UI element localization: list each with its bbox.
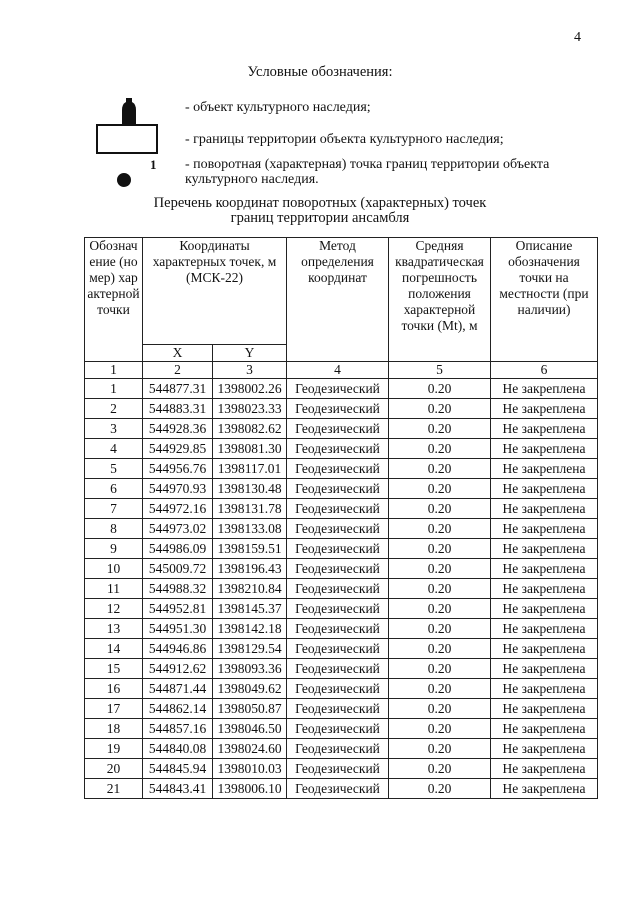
header-y: Y bbox=[213, 345, 287, 362]
y-cell: 1398133.08 bbox=[213, 519, 287, 539]
boundary-rect-icon bbox=[96, 124, 158, 154]
y-cell: 1398082.62 bbox=[213, 419, 287, 439]
point-icon bbox=[117, 173, 131, 187]
point-number-cell: 16 bbox=[85, 679, 143, 699]
error-cell: 0.20 bbox=[389, 559, 491, 579]
y-cell: 1398081.30 bbox=[213, 439, 287, 459]
column-number: 4 bbox=[287, 362, 389, 379]
x-cell: 544928.36 bbox=[143, 419, 213, 439]
error-cell: 0.20 bbox=[389, 479, 491, 499]
error-cell: 0.20 bbox=[389, 699, 491, 719]
point-number-cell: 10 bbox=[85, 559, 143, 579]
description-cell: Не закреплена bbox=[491, 679, 598, 699]
error-cell: 0.20 bbox=[389, 599, 491, 619]
table-row bbox=[85, 699, 598, 719]
table-row bbox=[85, 519, 598, 539]
description-cell: Не закреплена bbox=[491, 739, 598, 759]
y-cell: 1398129.54 bbox=[213, 639, 287, 659]
error-cell: 0.20 bbox=[389, 539, 491, 559]
point-number-cell: 2 bbox=[85, 399, 143, 419]
method-cell: Геодезический bbox=[287, 519, 389, 539]
point-number-cell: 5 bbox=[85, 459, 143, 479]
error-cell: 0.20 bbox=[389, 679, 491, 699]
error-cell: 0.20 bbox=[389, 439, 491, 459]
table-row bbox=[85, 719, 598, 739]
error-cell: 0.20 bbox=[389, 659, 491, 679]
description-cell: Не закреплена bbox=[491, 599, 598, 619]
coordinates-table bbox=[84, 237, 598, 799]
y-cell: 1398023.33 bbox=[213, 399, 287, 419]
description-cell: Не закреплена bbox=[491, 439, 598, 459]
legend-item-monument: - объект культурного наследия; bbox=[185, 100, 371, 115]
description-cell: Не закреплена bbox=[491, 499, 598, 519]
x-cell: 544970.93 bbox=[143, 479, 213, 499]
method-cell: Геодезический bbox=[287, 719, 389, 739]
point-number-cell: 18 bbox=[85, 719, 143, 739]
y-cell: 1398046.50 bbox=[213, 719, 287, 739]
description-cell: Не закреплена bbox=[491, 399, 598, 419]
description-cell: Не закреплена bbox=[491, 459, 598, 479]
description-cell: Не закреплена bbox=[491, 539, 598, 559]
point-number-cell: 11 bbox=[85, 579, 143, 599]
description-cell: Не закреплена bbox=[491, 659, 598, 679]
method-cell: Геодезический bbox=[287, 559, 389, 579]
legend-title: Условные обозначения: bbox=[247, 64, 393, 80]
x-cell: 544988.32 bbox=[143, 579, 213, 599]
table-row bbox=[85, 499, 598, 519]
x-cell: 544951.30 bbox=[143, 619, 213, 639]
table-row bbox=[85, 779, 598, 799]
point-number-cell: 1 bbox=[85, 379, 143, 399]
error-cell: 0.20 bbox=[389, 519, 491, 539]
column-number: 1 bbox=[85, 362, 143, 379]
error-cell: 0.20 bbox=[389, 759, 491, 779]
description-cell: Не закреплена bbox=[491, 719, 598, 739]
point-label: 1 bbox=[150, 157, 157, 172]
y-cell: 1398024.60 bbox=[213, 739, 287, 759]
table-row bbox=[85, 559, 598, 579]
y-cell: 1398131.78 bbox=[213, 499, 287, 519]
table-row bbox=[85, 619, 598, 639]
x-cell: 544843.41 bbox=[143, 779, 213, 799]
list-title-line-1: Перечень координат поворотных (характерных) точек bbox=[153, 195, 487, 211]
x-cell: 544929.85 bbox=[143, 439, 213, 459]
method-cell: Геодезический bbox=[287, 399, 389, 419]
description-cell: Не закреплена bbox=[491, 559, 598, 579]
x-cell: 544986.09 bbox=[143, 539, 213, 559]
description-cell: Не закреплена bbox=[491, 479, 598, 499]
y-cell: 1398210.84 bbox=[213, 579, 287, 599]
error-cell: 0.20 bbox=[389, 399, 491, 419]
error-cell: 0.20 bbox=[389, 639, 491, 659]
method-cell: Геодезический bbox=[287, 579, 389, 599]
x-cell: 544972.16 bbox=[143, 499, 213, 519]
method-cell: Геодезический bbox=[287, 379, 389, 399]
column-number: 2 bbox=[143, 362, 213, 379]
point-number-cell: 9 bbox=[85, 539, 143, 559]
x-cell: 544857.16 bbox=[143, 719, 213, 739]
error-cell: 0.20 bbox=[389, 579, 491, 599]
y-cell: 1398159.51 bbox=[213, 539, 287, 559]
table-row bbox=[85, 479, 598, 499]
table-row bbox=[85, 599, 598, 619]
y-cell: 1398130.48 bbox=[213, 479, 287, 499]
header-method: Метод определения координат bbox=[287, 238, 389, 362]
point-number-cell: 13 bbox=[85, 619, 143, 639]
table-row bbox=[85, 439, 598, 459]
point-number-cell: 12 bbox=[85, 599, 143, 619]
y-cell: 1398006.10 bbox=[213, 779, 287, 799]
header-x: X bbox=[143, 345, 213, 362]
header-num: Обозначение (номер) характерной точки bbox=[85, 238, 143, 362]
point-number-cell: 3 bbox=[85, 419, 143, 439]
point-number-cell: 7 bbox=[85, 499, 143, 519]
method-cell: Геодезический bbox=[287, 639, 389, 659]
point-number-cell: 6 bbox=[85, 479, 143, 499]
column-number: 6 bbox=[491, 362, 598, 379]
point-number-cell: 8 bbox=[85, 519, 143, 539]
table-row bbox=[85, 419, 598, 439]
method-cell: Геодезический bbox=[287, 419, 389, 439]
header-desc: Описание обозначения точки на местности (при наличии) bbox=[491, 238, 598, 362]
table-row bbox=[85, 459, 598, 479]
table-row bbox=[85, 579, 598, 599]
method-cell: Геодезический bbox=[287, 779, 389, 799]
table-body bbox=[85, 379, 598, 799]
method-cell: Геодезический bbox=[287, 619, 389, 639]
x-cell: 544877.31 bbox=[143, 379, 213, 399]
method-cell: Геодезический bbox=[287, 439, 389, 459]
x-cell: 544871.44 bbox=[143, 679, 213, 699]
description-cell: Не закреплена bbox=[491, 579, 598, 599]
x-cell: 544973.02 bbox=[143, 519, 213, 539]
x-cell: 544883.31 bbox=[143, 399, 213, 419]
table-row bbox=[85, 759, 598, 779]
list-title bbox=[0, 196, 640, 226]
point-number-cell: 20 bbox=[85, 759, 143, 779]
x-cell: 544840.08 bbox=[143, 739, 213, 759]
table-row bbox=[85, 399, 598, 419]
x-cell: 544862.14 bbox=[143, 699, 213, 719]
description-cell: Не закреплена bbox=[491, 379, 598, 399]
legend-item-boundary: - границы территории объекта культурного наследия; bbox=[185, 132, 504, 147]
table-row bbox=[85, 679, 598, 699]
error-cell: 0.20 bbox=[389, 419, 491, 439]
method-cell: Геодезический bbox=[287, 679, 389, 699]
x-cell: 545009.72 bbox=[143, 559, 213, 579]
y-cell: 1398093.36 bbox=[213, 659, 287, 679]
method-cell: Геодезический bbox=[287, 739, 389, 759]
table-row bbox=[85, 379, 598, 399]
column-number: 3 bbox=[213, 362, 287, 379]
description-cell: Не закреплена bbox=[491, 619, 598, 639]
point-number-cell: 4 bbox=[85, 439, 143, 459]
y-cell: 1398010.03 bbox=[213, 759, 287, 779]
legend-item-point: - поворотная (характерная) точка границ территории объекта культурного наследия. bbox=[185, 157, 550, 187]
column-numbers-row bbox=[85, 362, 598, 379]
y-cell: 1398049.62 bbox=[213, 679, 287, 699]
error-cell: 0.20 bbox=[389, 779, 491, 799]
x-cell: 544845.94 bbox=[143, 759, 213, 779]
method-cell: Геодезический bbox=[287, 699, 389, 719]
method-cell: Геодезический bbox=[287, 479, 389, 499]
y-cell: 1398117.01 bbox=[213, 459, 287, 479]
header-error: Средняя квадратическая погрешность положения характерной точки (Mt), м bbox=[389, 238, 491, 362]
x-cell: 544912.62 bbox=[143, 659, 213, 679]
point-number-cell: 21 bbox=[85, 779, 143, 799]
point-number-cell: 19 bbox=[85, 739, 143, 759]
header-coords: Координаты характерных точек, м (МСК-22) bbox=[143, 238, 287, 345]
point-number-cell: 15 bbox=[85, 659, 143, 679]
method-cell: Геодезический bbox=[287, 599, 389, 619]
description-cell: Не закреплена bbox=[491, 699, 598, 719]
table-row bbox=[85, 659, 598, 679]
error-cell: 0.20 bbox=[389, 719, 491, 739]
error-cell: 0.20 bbox=[389, 499, 491, 519]
description-cell: Не закреплена bbox=[491, 639, 598, 659]
table-row bbox=[85, 739, 598, 759]
y-cell: 1398196.43 bbox=[213, 559, 287, 579]
point-number-cell: 14 bbox=[85, 639, 143, 659]
error-cell: 0.20 bbox=[389, 379, 491, 399]
method-cell: Геодезический bbox=[287, 539, 389, 559]
y-cell: 1398050.87 bbox=[213, 699, 287, 719]
y-cell: 1398002.26 bbox=[213, 379, 287, 399]
description-cell: Не закреплена bbox=[491, 779, 598, 799]
error-cell: 0.20 bbox=[389, 459, 491, 479]
error-cell: 0.20 bbox=[389, 619, 491, 639]
error-cell: 0.20 bbox=[389, 739, 491, 759]
list-title-line-2: границ территории ансамбля bbox=[230, 210, 410, 226]
y-cell: 1398145.37 bbox=[213, 599, 287, 619]
y-cell: 1398142.18 bbox=[213, 619, 287, 639]
method-cell: Геодезический bbox=[287, 499, 389, 519]
x-cell: 544952.81 bbox=[143, 599, 213, 619]
page-number: 4 bbox=[574, 30, 581, 45]
method-cell: Геодезический bbox=[287, 459, 389, 479]
x-cell: 544956.76 bbox=[143, 459, 213, 479]
column-number: 5 bbox=[389, 362, 491, 379]
x-cell: 544946.86 bbox=[143, 639, 213, 659]
monument-icon bbox=[122, 98, 136, 126]
point-number-cell: 17 bbox=[85, 699, 143, 719]
method-cell: Геодезический bbox=[287, 759, 389, 779]
method-cell: Геодезический bbox=[287, 659, 389, 679]
description-cell: Не закреплена bbox=[491, 519, 598, 539]
description-cell: Не закреплена bbox=[491, 759, 598, 779]
table-row bbox=[85, 639, 598, 659]
table-row bbox=[85, 539, 598, 559]
description-cell: Не закреплена bbox=[491, 419, 598, 439]
